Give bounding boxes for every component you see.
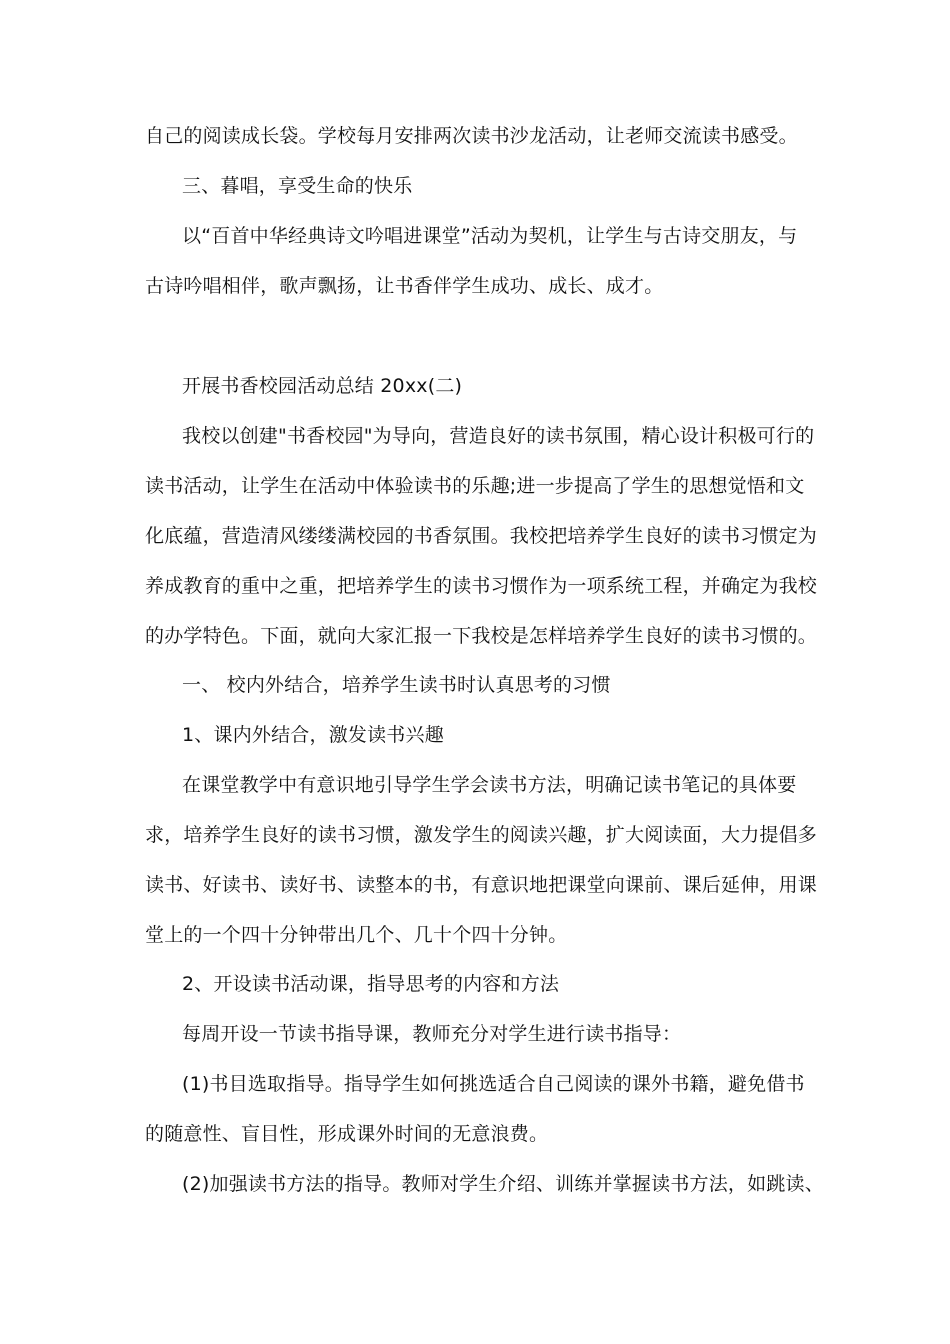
text-line: (1)书目选取指导。指导学生如何挑选适合自己阅读的课外书籍，避免借书 bbox=[182, 1073, 805, 1095]
text-line: 自己的阅读成长袋。学校每月安排两次读书沙龙活动，让老师交流读书感受。 bbox=[145, 125, 798, 147]
section-heading: 三、暮唱，享受生命的快乐 bbox=[182, 175, 413, 197]
text-line: 养成教育的重中之重，把培养学生的读书习惯作为一项系统工程，并确定为我校 bbox=[145, 575, 818, 597]
text-line: 堂上的一个四十分钟带出几个、几十个四十分钟。 bbox=[145, 924, 568, 946]
text-line: 求，培养学生良好的读书习惯，激发学生的阅读兴趣，扩大阅读面，大力提倡多 bbox=[145, 824, 818, 846]
subsection-heading: 2、开设读书活动课，指导思考的内容和方法 bbox=[182, 973, 560, 995]
text-line: 以“百首中华经典诗文吟唱进课堂”活动为契机，让学生与古诗交朋友，与 bbox=[182, 225, 798, 247]
text-line: 的随意性、盲目性，形成课外时间的无意浪费。 bbox=[145, 1123, 549, 1145]
text-line: 的办学特色。下面，就向大家汇报一下我校是怎样培养学生良好的读书习惯的。 bbox=[145, 625, 818, 647]
text-line: 我校以创建"书香校园"为导向，营造良好的读书氛围，精心设计积极可行的 bbox=[182, 425, 815, 447]
text-line: 每周开设一节读书指导课，教师充分对学生进行读书指导： bbox=[182, 1023, 682, 1045]
text-line: 化底蕴，营造清风缕缕满校园的书香氛围。我校把培养学生良好的读书习惯定为 bbox=[145, 525, 818, 547]
subsection-heading: 1、课内外结合，激发读书兴趣 bbox=[182, 724, 444, 746]
text-line: 古诗吟唱相伴，歌声飘扬，让书香伴学生成功、成长、成才。 bbox=[145, 275, 664, 297]
text-line: 读书活动，让学生在活动中体验读书的乐趣;进一步提高了学生的思想觉悟和文 bbox=[145, 475, 805, 497]
text-line: (2)加强读书方法的指导。教师对学生介绍、训练并掌握读书方法，如跳读、 bbox=[182, 1173, 824, 1195]
section-heading: 一、 校内外结合，培养学生读书时认真思考的习惯 bbox=[182, 674, 611, 696]
document-title: 开展书香校园活动总结 20xx(二) bbox=[182, 375, 463, 397]
text-line: 在课堂教学中有意识地引导学生学会读书方法，明确记读书笔记的具体要 bbox=[182, 774, 797, 796]
text-line: 读书、好读书、读好书、读整本的书，有意识地把课堂向课前、课后延伸，用课 bbox=[145, 874, 818, 896]
